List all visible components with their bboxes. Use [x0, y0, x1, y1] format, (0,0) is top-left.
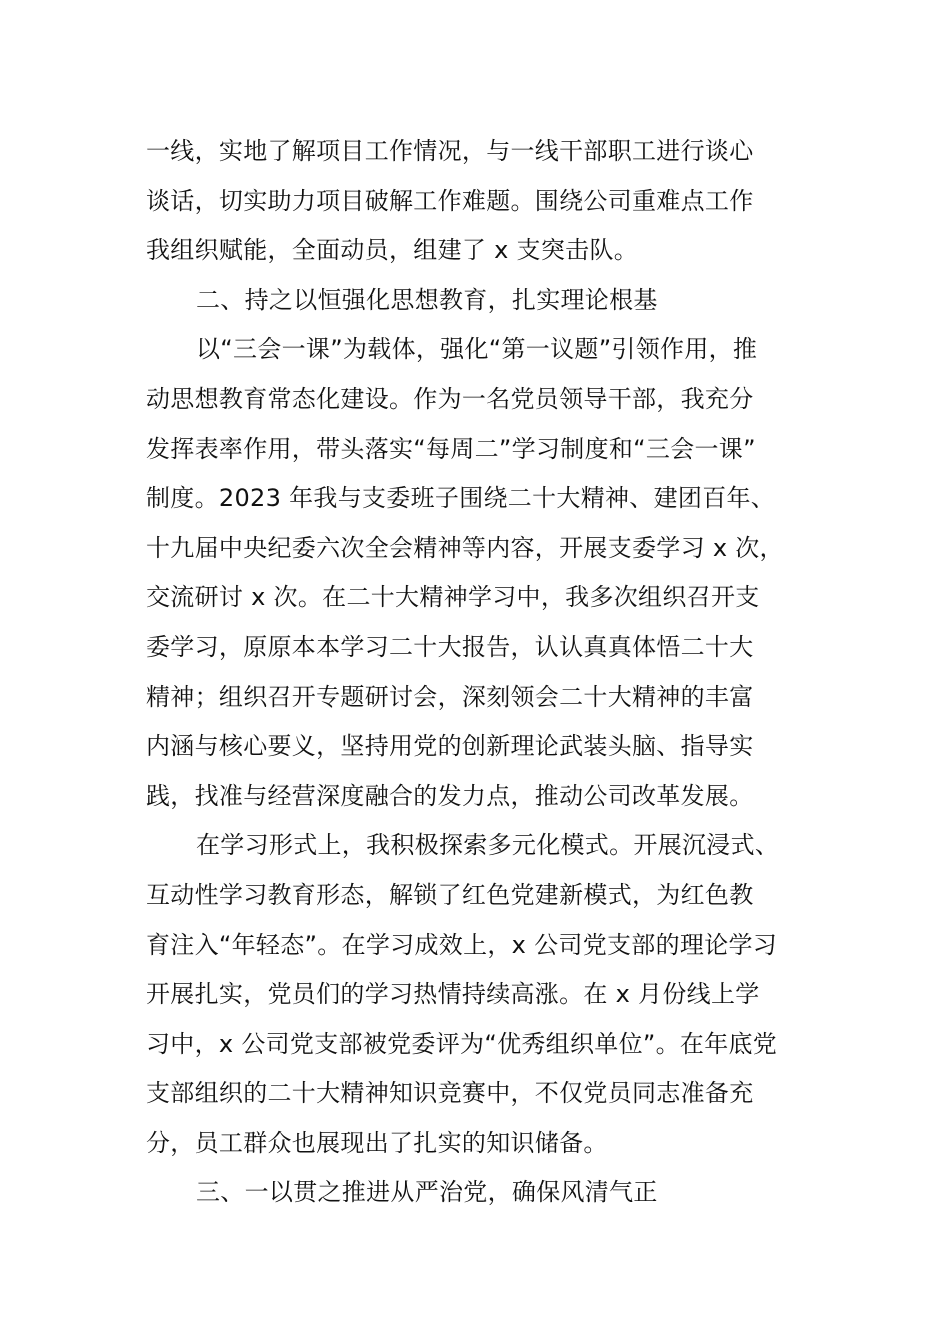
- paragraph-1-line-10: 践，找准与经营深度融合的发力点，推动公司改革发展。: [146, 781, 754, 810]
- paragraph-1-line-1: 以“三会一课”为载体，强化“第一议题”引领作用，推: [196, 335, 758, 364]
- paragraph-2-line-3: 育注入“年轻态”。在学习成效上，x 公司党支部的理论学习: [146, 930, 778, 959]
- paragraph-2-line-7: 分，员工群众也展现出了扎实的知识储备。: [146, 1128, 608, 1157]
- section-heading-2: 二、持之以恒强化思想教育，扎实理论根基: [196, 285, 658, 314]
- document-body: [146, 127, 806, 1218]
- paragraph-2-line-5: 习中，x 公司党支部被党委评为“优秀组织单位”。在年底党: [146, 1029, 778, 1058]
- paragraph-1-line-4: 制度。2023 年我与支委班子围绕二十大精神、建团百年、: [146, 484, 776, 513]
- paragraph-2-line-2: 互动性学习教育形态，解锁了红色党建新模式，为红色教: [146, 880, 754, 909]
- paragraph-2-line-6: 支部组织的二十大精神知识竞赛中，不仅党员同志准备充: [146, 1079, 754, 1108]
- paragraph-1-line-6: 交流研讨 x 次。在二十大精神学习中，我多次组织召开支: [146, 583, 760, 612]
- paragraph-1-line-8: 精神；组织召开专题研讨会，深刻领会二十大精神的丰富: [146, 682, 754, 711]
- paragraph-1-line-3: 发挥表率作用，带头落实“每周二”学习制度和“三会一课”: [146, 434, 756, 463]
- body-line-1: 一线，实地了解项目工作情况，与一线干部职工进行谈心: [146, 137, 754, 165]
- body-line-2: 谈话，切实助力项目破解工作难题。围绕公司重难点工作: [146, 186, 754, 215]
- paragraph-2-line-4: 开展扎实，党员们的学习热情持续高涨。在 x 月份线上学: [146, 980, 760, 1009]
- paragraph-2-line-1: 在学习形式上，我积极探索多元化模式。开展沉浸式、: [196, 831, 780, 860]
- section-heading-3: 三、一以贯之推进从严治党，确保风清气正: [196, 1178, 658, 1207]
- paragraph-1-line-5: 十九届中央纪委六次全会精神等内容，开展支委学习 x 次，: [146, 533, 784, 562]
- paragraph-1-line-9: 内涵与核心要义，坚持用党的创新理论武装头脑、指导实: [146, 732, 754, 761]
- body-line-3: 我组织赋能，全面动员，组建了 x 支突击队。: [146, 236, 639, 265]
- paragraph-1-line-2: 动思想教育常态化建设。作为一名党员领导干部，我充分: [146, 384, 754, 413]
- paragraph-1-line-7: 委学习，原原本本学习二十大报告，认认真真体悟二十大: [146, 632, 754, 661]
